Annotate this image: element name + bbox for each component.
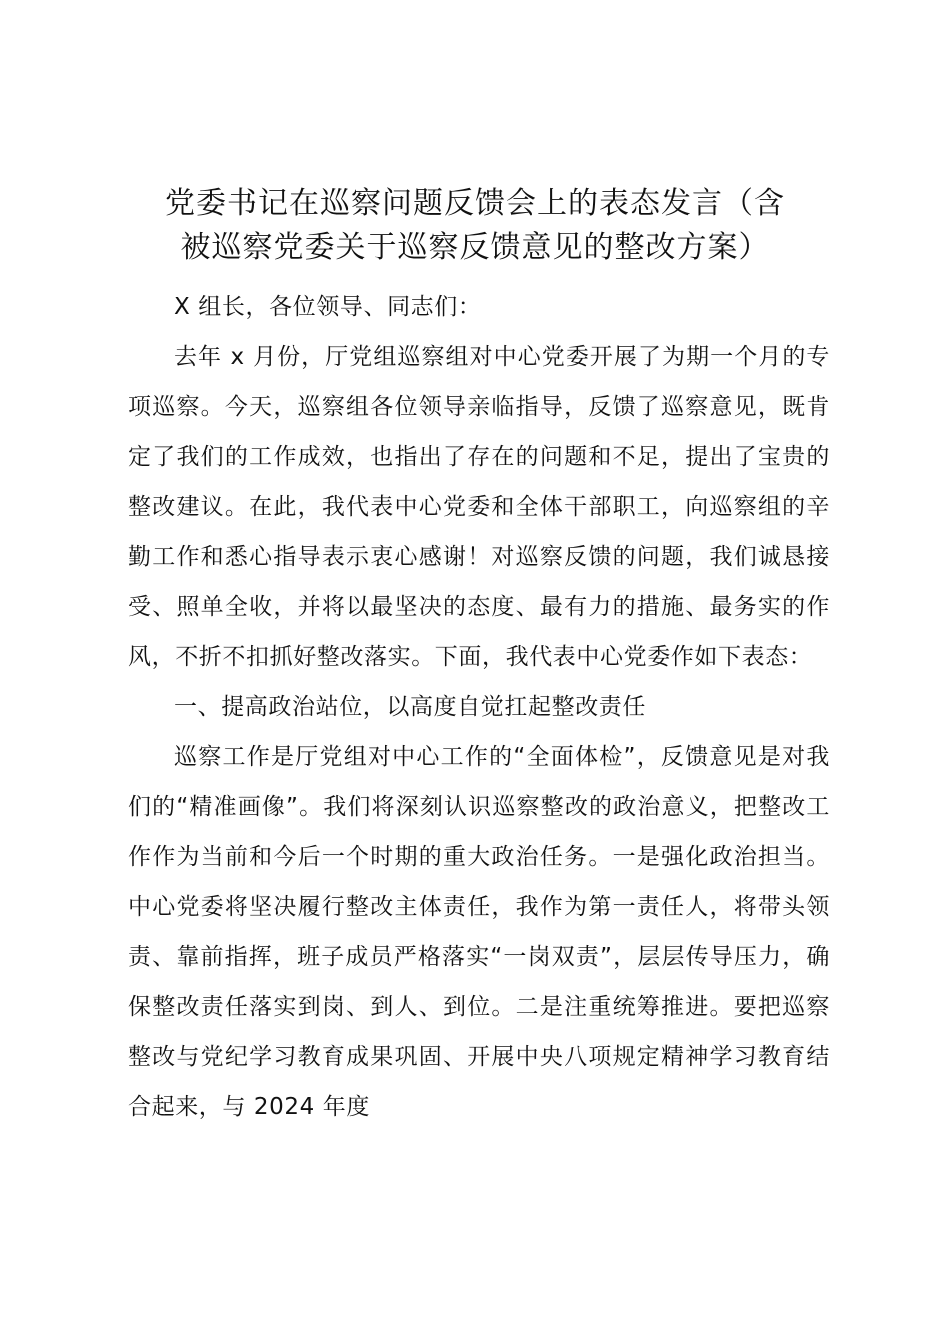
paragraph-section-1: 巡察工作是厅党组对中心工作的“全面体检”，反馈意见是对我们的“精准画像”。我们将深刻认识巡察整改的政治意义，把整改工作作为当前和今后一个时期的重大政治任务。一是强化政治担当。中心党委将坚决履行整改主体责任，我作为第一责任人，将带头领责、靠前指挥，班子成员严格落实“一岗双责”，层层传导压力，确保整改责任落实到岗、到人、到位。二是注重统筹推进。要把巡察整改与党纪学习教育成果巩固、开展中央八项规定精神学习教育结合起来，与 2024 年度 [128, 744, 830, 1120]
title-line-1: 党委书记在巡察问题反馈会上的表态发言（含 [165, 186, 785, 221]
document-body [128, 282, 830, 1132]
section-heading-1: 一、提高政治站位，以高度自觉扛起整改责任 [174, 694, 646, 720]
document-title [110, 182, 840, 270]
greeting: X 组长，各位领导、同志们： [174, 294, 482, 320]
paragraph-intro: 去年 x 月份，厅党组巡察组对中心党委开展了为期一个月的专项巡察。今天，巡察组各位领导亲临指导，反馈了巡察意见，既肯定了我们的工作成效，也指出了存在的问题和不足，提出了宝贵的整改建议。在此，我代表中心党委和全体干部职工，向巡察组的辛勤工作和悉心指导表示衷心感谢！对巡察反馈的问题，我们诚恳接受、照单全收，并将以最坚决的态度、最有力的措施、最务实的作风，不折不扣抓好整改落实。下面，我代表中心党委作如下表态： [128, 344, 830, 670]
title-line-2: 被巡察党委关于巡察反馈意见的整改方案） [180, 230, 770, 265]
